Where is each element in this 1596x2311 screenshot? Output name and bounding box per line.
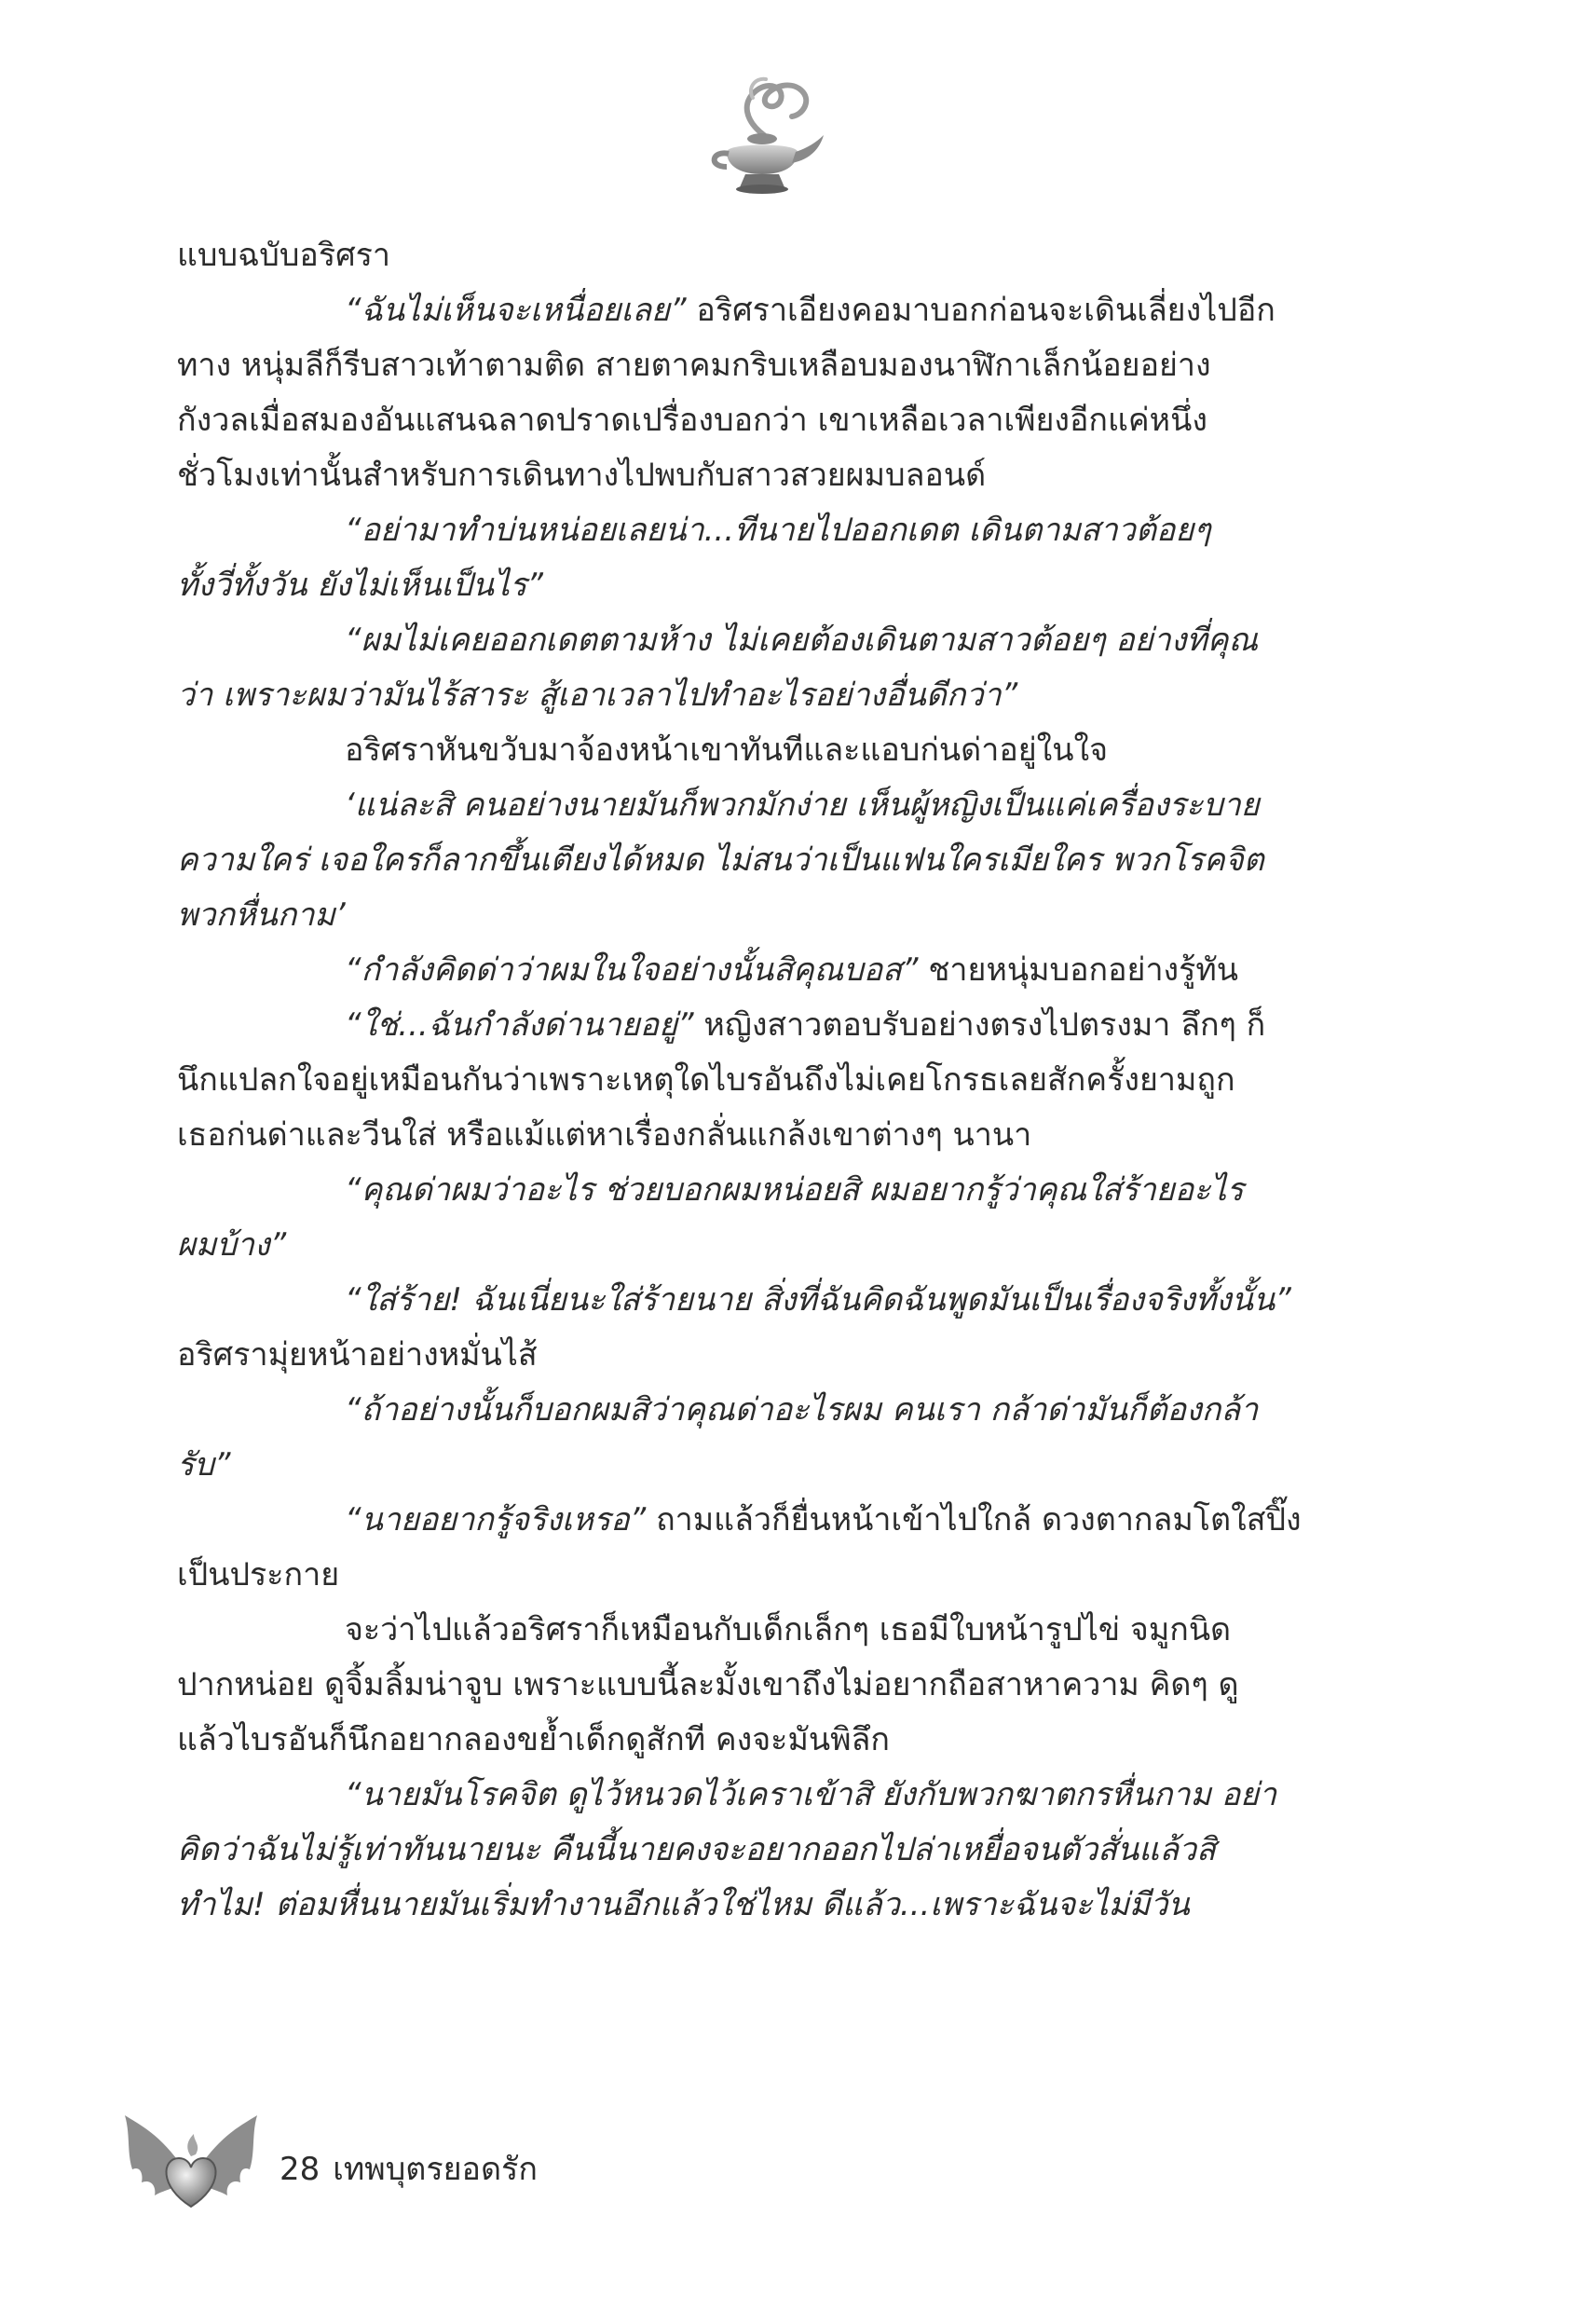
- dialogue-text: ว่า เพราะผมว่ามันไร้สาระ สู้เอาเวลาไปทำอะไรอย่างอื่นดีกว่า”: [177, 677, 1018, 714]
- text-line: [177, 1658, 1365, 1713]
- paragraph: [177, 613, 1365, 723]
- page-number: 28: [280, 2151, 321, 2188]
- text-line: [177, 1823, 1365, 1878]
- text-line: [177, 1713, 1365, 1768]
- text-line: [177, 503, 1365, 558]
- dialogue-text: “ถ้าอย่างนั้นก็บอกผมสิว่าคุณด่าอะไรผม คนเรา กล้าด่ามันก็ต้องกล้า: [345, 1391, 1259, 1429]
- text-line: [177, 778, 1365, 833]
- dialogue-text: “อย่ามาทำบ่นหน่อยเลยน่า...ทีนายไปออกเดต เดินตามสาวต้อยๆ: [345, 512, 1211, 549]
- narration-text: อริศราหันขวับมาจ้องหน้าเขาทันทีและแอบก่นด่าอยู่ในใจ: [345, 732, 1109, 769]
- text-line: [177, 668, 1365, 723]
- paragraph: [177, 1603, 1365, 1768]
- narration-text: หญิงสาวตอบรับอย่างตรงไปตรงมา ลึกๆ ก็: [693, 1006, 1266, 1044]
- text-line: [177, 888, 1365, 943]
- text-line: [177, 228, 1365, 283]
- dialogue-text: “คุณด่าผมว่าอะไร ช่วยบอกผมหน่อยสิ ผมอยากรู้ว่าคุณใส่ร้ายอะไร: [345, 1171, 1244, 1209]
- text-line: [177, 1163, 1365, 1218]
- narration-text: ชายหนุ่มบอกอย่างรู้ทัน: [918, 951, 1239, 989]
- paragraph: [177, 1273, 1365, 1383]
- dialogue-text: คิดว่าฉันไม่รู้เท่าทันนายนะ คืนนี้นายคงจะอยากออกไปล่าเหยื่อจนตัวสั่นแล้วสิ: [177, 1831, 1216, 1868]
- narration-text: ชั่วโมงเท่านั้นสำหรับการเดินทางไปพบกับสาวสวยผมบลอนด์: [177, 457, 987, 494]
- narration-text: อริศรามุ่ยหน้าอย่างหมั่นไส้: [177, 1336, 538, 1374]
- narration-text: จะว่าไปแล้วอริศราก็เหมือนกับเด็กเล็กๆ เธอมีใบหน้ารูปไข่ จมูกนิด: [345, 1611, 1232, 1648]
- paragraph: [177, 1768, 1365, 1933]
- dialogue-text: พวกหื่นกาม’: [177, 896, 346, 934]
- dialogue-text: “กำลังคิดด่าว่าผมในใจอย่างนั้นสิคุณบอส”: [345, 951, 919, 989]
- narration-text: ปากหน่อย ดูจิ้มลิ้มน่าจูบ เพราะแบบนี้ละมั้งเขาถึงไม่อยากถือสาหาความ คิดๆ ดู: [177, 1666, 1239, 1703]
- text-line: [177, 943, 1365, 998]
- body-text: [177, 228, 1365, 1933]
- text-line: [177, 1493, 1365, 1548]
- footer-text: [280, 2143, 538, 2194]
- bat-wing-heart-icon: [121, 2097, 261, 2227]
- narration-text: แบบฉบับอริศรา: [177, 237, 391, 274]
- text-line: [177, 1383, 1365, 1438]
- dialogue-text: “ผมไม่เคยออกเดตตามห้าง ไม่เคยต้องเดินตามสาวต้อยๆ อย่างที่คุณ: [345, 622, 1259, 659]
- text-line: [177, 833, 1365, 888]
- paragraph: [177, 943, 1365, 998]
- text-line: [177, 1273, 1365, 1328]
- narration-text: กังวลเมื่อสมองอันแสนฉลาดปราดเปรื่องบอกว่า เขาเหลือเวลาเพียงอีกแค่หนึ่ง: [177, 402, 1207, 439]
- book-title: เทพบุตรยอดรัก: [333, 2151, 538, 2188]
- page-footer: [121, 2097, 680, 2227]
- paragraph: [177, 228, 1365, 283]
- text-line: [177, 1053, 1365, 1108]
- dialogue-text: “ฉันไม่เห็นจะเหนื่อยเลย”: [345, 292, 687, 329]
- narration-text: เธอก่นด่าและวีนใส่ หรือแม้แต่หาเรื่องกลั่นแกล้งเขาต่างๆ นานา: [177, 1116, 1032, 1154]
- text-line: [177, 1603, 1365, 1658]
- paragraph: [177, 1383, 1365, 1493]
- dialogue-text: “ใส่ร้าย! ฉันเนี่ยนะใส่ร้ายนาย สิ่งที่ฉันคิดฉันพูดมันเป็นเรื่องจริงทั้งนั้น”: [345, 1281, 1291, 1319]
- text-line: [177, 723, 1365, 778]
- paragraph: [177, 283, 1365, 503]
- text-line: [177, 1328, 1365, 1383]
- dialogue-text: ทั้งวี่ทั้งวัน ยังไม่เห็นเป็นไร”: [177, 567, 543, 604]
- paragraph: [177, 723, 1365, 778]
- narration-text: อริศราเอียงคอมาบอกก่อนจะเดินเลี่ยงไปอีก: [686, 292, 1275, 329]
- narration-text: ถามแล้วก็ยื่นหน้าเข้าไปใกล้ ดวงตากลมโตใสปิ๊ง: [646, 1501, 1302, 1538]
- narration-text: ทาง หนุ่มลีก็รีบสาวเท้าตามติด สายตาคมกริบเหลือบมองนาฬิกาเล็กน้อยอย่าง: [177, 347, 1211, 384]
- dialogue-text: ความใคร่ เจอใครก็ลากขึ้นเตียงได้หมด ไม่สนว่าเป็นแฟนใครเมียใคร พวกโรคจิต: [177, 841, 1264, 879]
- text-line: [177, 558, 1365, 613]
- paragraph: [177, 998, 1365, 1163]
- text-line: [177, 1438, 1365, 1493]
- narration-text: นึกแปลกใจอยู่เหมือนกันว่าเพราะเหตุใดไบรอันถึงไม่เคยโกรธเลยสักครั้งยามถูก: [177, 1061, 1235, 1099]
- paragraph: [177, 778, 1365, 943]
- text-line: [177, 283, 1365, 338]
- genie-lamp-icon: [699, 70, 829, 210]
- text-line: [177, 448, 1365, 503]
- text-line: [177, 998, 1365, 1053]
- narration-text: เป็นประกาย: [177, 1556, 340, 1593]
- paragraph: [177, 503, 1365, 613]
- dialogue-text: “ใช่...ฉันกำลังด่านายอยู่”: [345, 1006, 694, 1044]
- dialogue-text: ทำไม! ต่อมหื่นนายมันเริ่มทำงานอีกแล้วใช่ไหม ดีแล้ว...เพราะฉันจะไม่มีวัน: [177, 1886, 1190, 1923]
- dialogue-text: รับ”: [177, 1446, 231, 1484]
- text-line: [177, 1768, 1365, 1823]
- text-line: [177, 1548, 1365, 1603]
- text-line: [177, 1108, 1365, 1163]
- text-line: [177, 338, 1365, 393]
- dialogue-text: “นายมันโรคจิต ดูไว้หนวดไว้เคราเข้าสิ ยังกับพวกฆาตกรหื่นกาม อย่า: [345, 1776, 1277, 1813]
- dialogue-text: ผมบ้าง”: [177, 1226, 287, 1264]
- narration-text: แล้วไบรอันก็นึกอยากลองขย้ำเด็กดูสักที คงจะมันพิลึก: [177, 1721, 890, 1758]
- text-line: [177, 1878, 1365, 1933]
- paragraph: [177, 1163, 1365, 1273]
- text-line: [177, 393, 1365, 448]
- text-line: [177, 613, 1365, 668]
- dialogue-text: “นายอยากรู้จริงเหรอ”: [345, 1501, 647, 1538]
- dialogue-text: ‘แน่ละสิ คนอย่างนายมันก็พวกมักง่าย เห็นผู้หญิงเป็นแค่เครื่องระบาย: [345, 786, 1260, 824]
- paragraph: [177, 1493, 1365, 1603]
- text-line: [177, 1218, 1365, 1273]
